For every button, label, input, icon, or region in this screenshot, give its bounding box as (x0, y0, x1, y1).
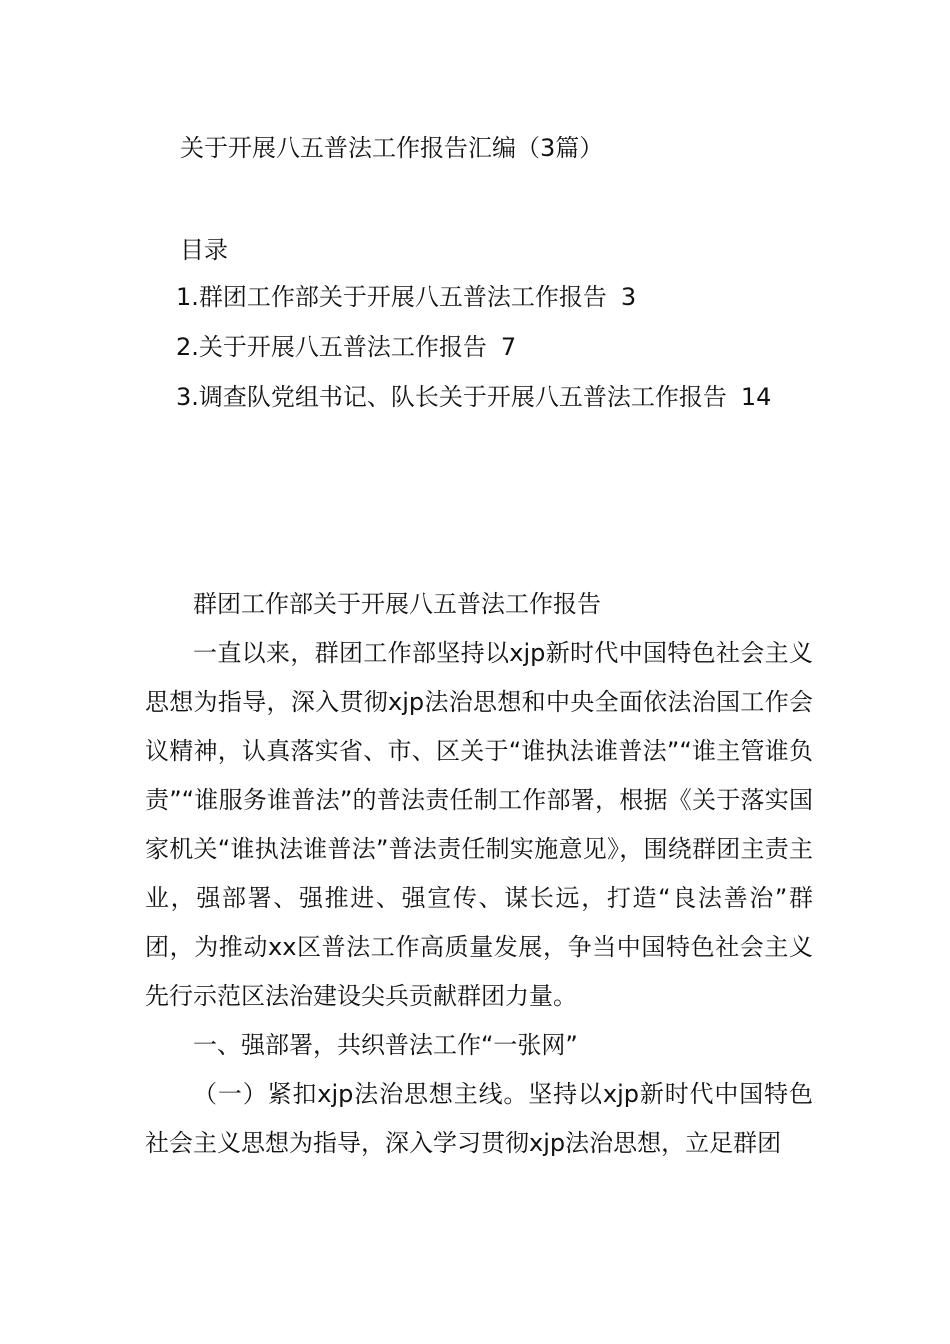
toc-item-label: 2.关于开展八五普法工作报告 (176, 333, 487, 361)
toc-item-page: 14 (740, 383, 772, 411)
section-heading: 一、强部署，共织普法工作“一张网” (193, 1031, 578, 1059)
paragraph: 一直以来，群团工作部坚持以xjp新时代中国特色社会主义思想为指导，深入贯彻xjp法治思想和中央全面依法治国工作会议精神，认真落实省、市、区关于“谁执法谁普法”“谁主管谁负责”“谁服务谁普法”的普法责任制工作部署，根据《关于落实国家机关“谁执法谁普法”普法责任制实施意见》，围绕群团主责主业，强部署、强推进、强宣传、谋长远，打造“良法善治”群团，为推动xx区普法工作高质量发展，争当中国特色社会主义先行示范区法治建设尖兵贡献群团力量。 (145, 639, 813, 1010)
toc-item-2[interactable] (176, 331, 836, 363)
table-of-contents (176, 281, 836, 431)
document-title: 关于开展八五普法工作报告汇编（3篇） (180, 134, 604, 162)
toc-heading: 目录 (180, 236, 228, 264)
toc-item-1[interactable] (176, 281, 836, 313)
body-text (145, 580, 813, 1168)
section-title: 群团工作部关于开展八五普法工作报告 (193, 590, 601, 618)
toc-item-page: 3 (620, 283, 637, 311)
toc-item-page: 7 (500, 333, 517, 361)
paragraph: （一）紧扣xjp法治思想主线。坚持以xjp新时代中国特色社会主义思想为指导，深入学习贯彻xjp法治思想，立足群团 (145, 1080, 813, 1157)
toc-item-label: 3.调查队党组书记、队长关于开展八五普法工作报告 (176, 383, 727, 411)
toc-item-3[interactable] (176, 381, 836, 413)
toc-item-label: 1.群团工作部关于开展八五普法工作报告 (176, 283, 607, 311)
